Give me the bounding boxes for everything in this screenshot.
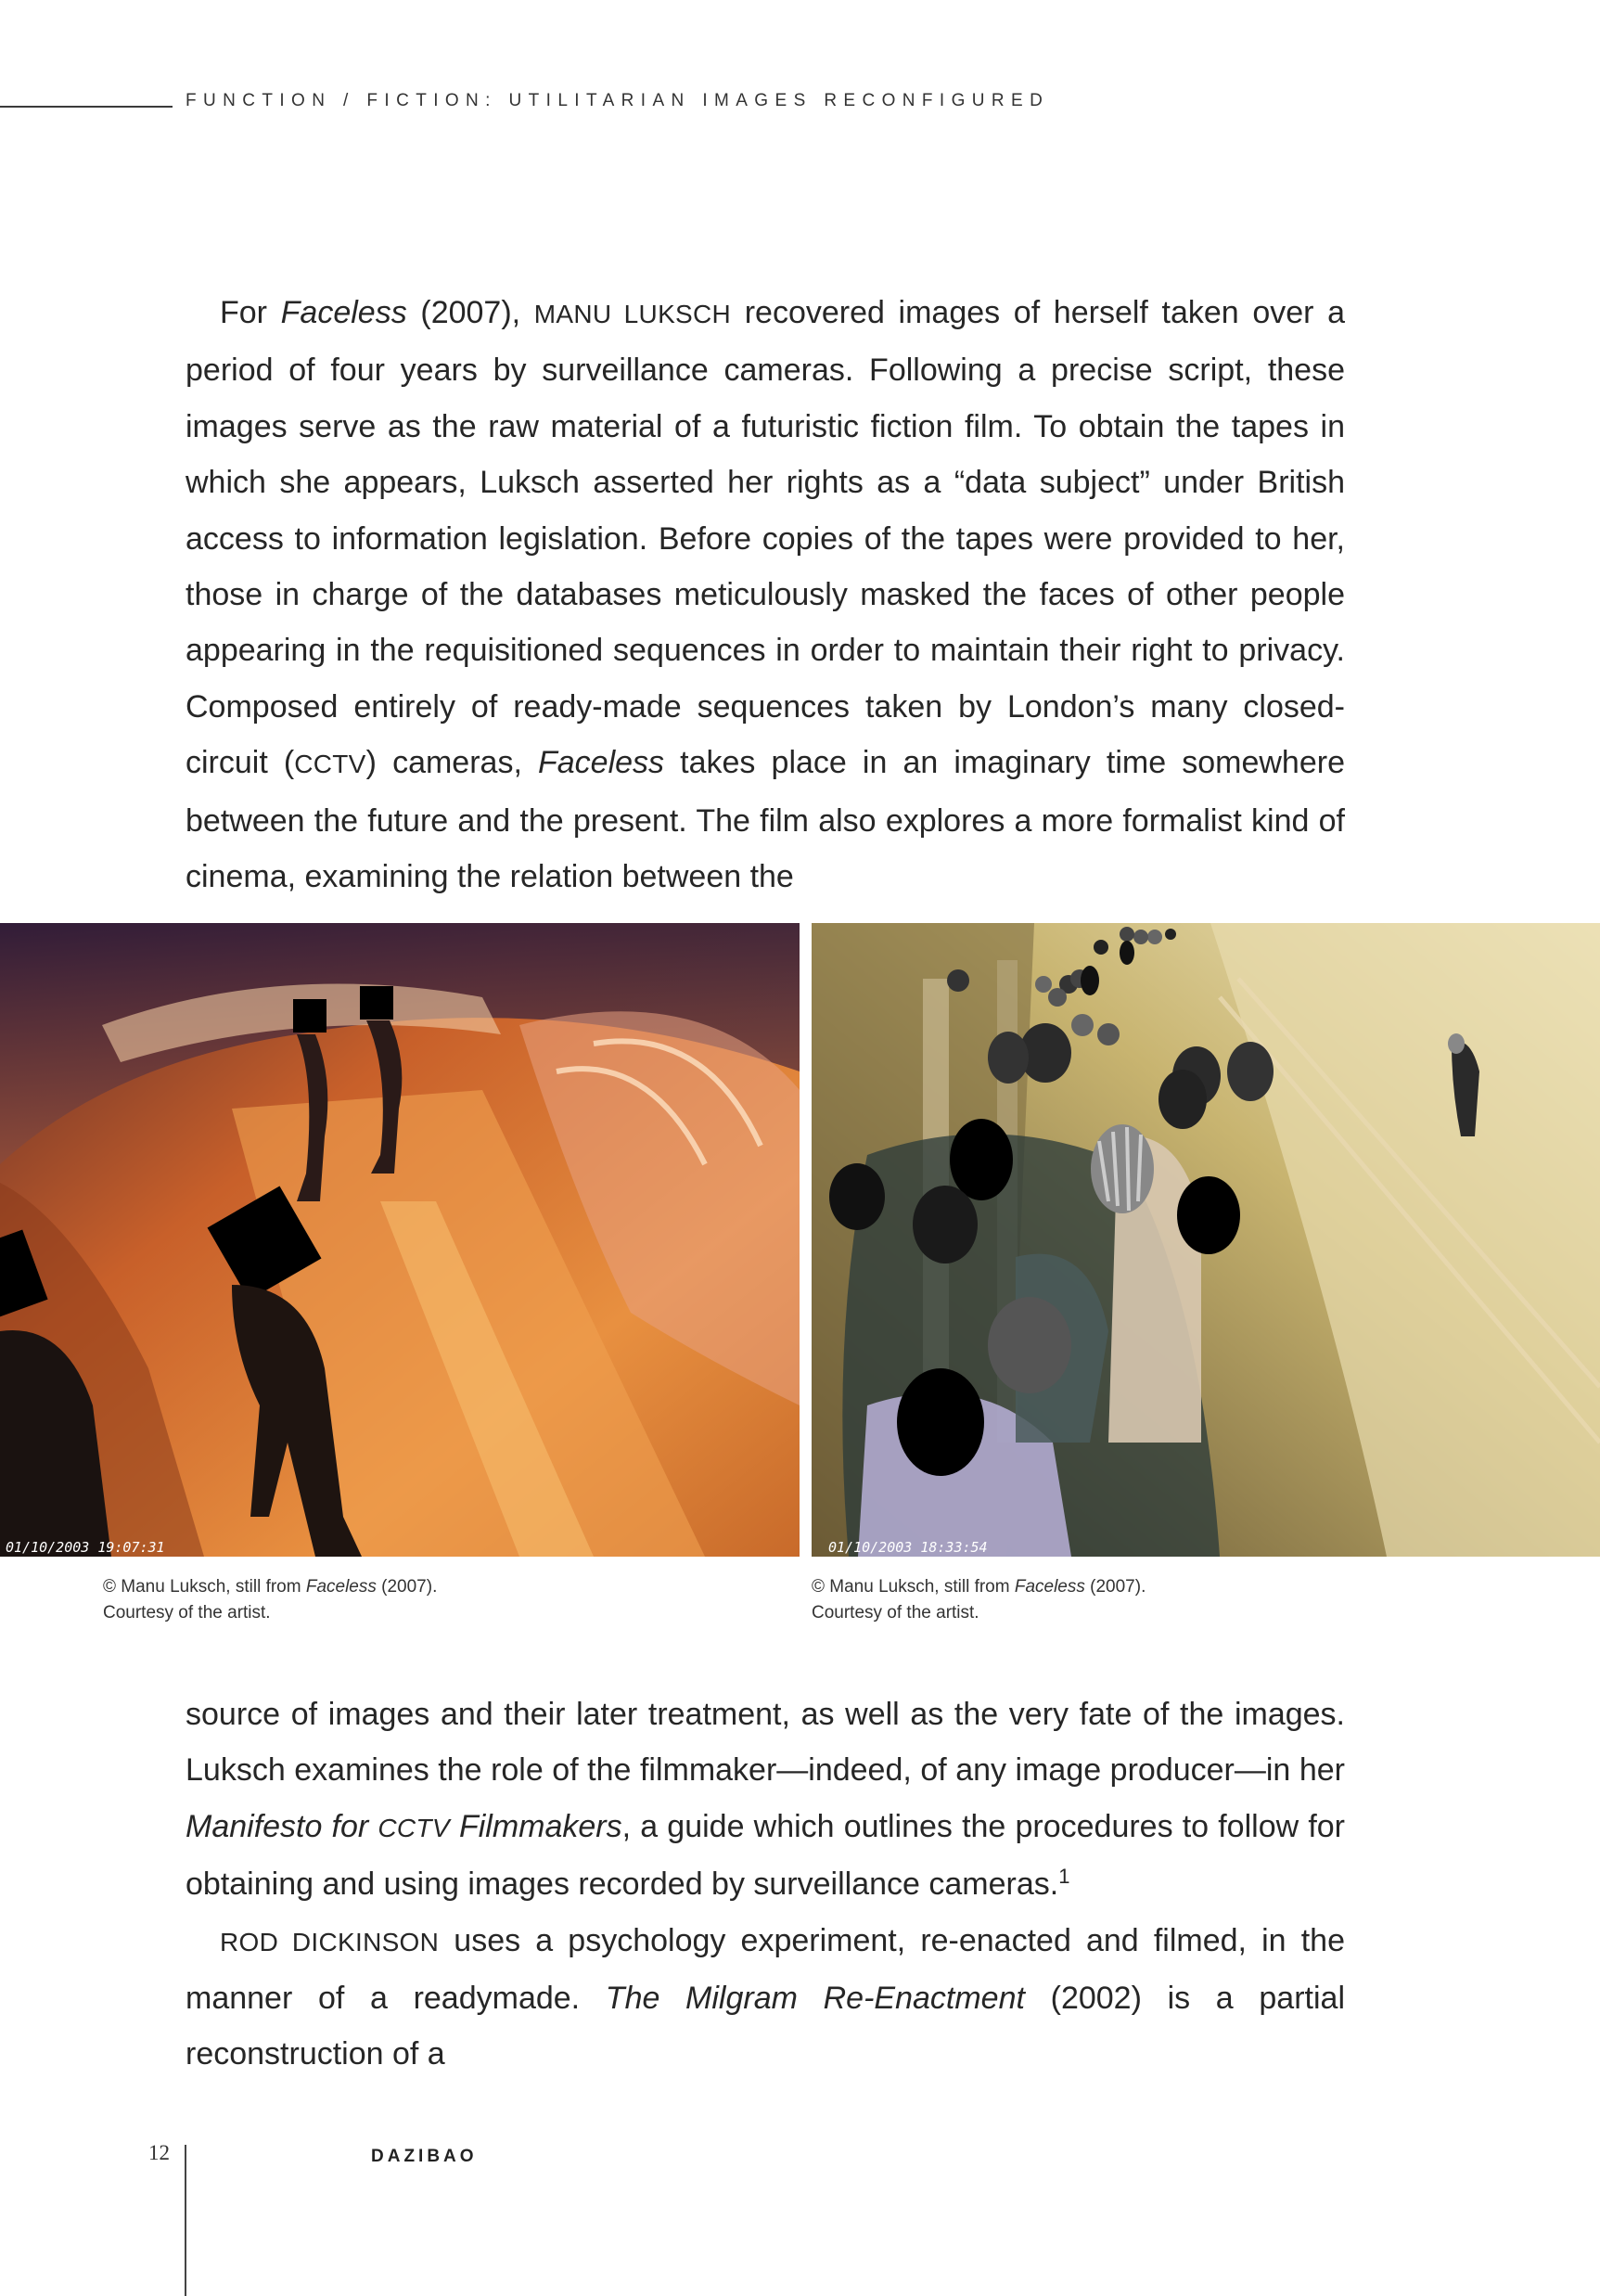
timestamp-right: 01/10/2003 18:33:54 <box>828 1539 988 1556</box>
work-title: Manifesto for CCTV Filmmakers <box>186 1808 622 1844</box>
paragraph-continuation: source of images and their later treatment, as well as the very fate of the images. Luksch examines the role of the filmmaker—indeed, of any image producer—in her Manifesto for CCTV Filmmakers, a guide which outlines the procedures to follow for obtaining and using images recorded by surveillance cameras.$^1$ <box>186 1697 1345 1903</box>
header-rule <box>0 106 173 108</box>
work-title: Faceless <box>538 745 665 781</box>
body-text-top <box>186 285 1345 904</box>
caption-left: © Manu Luksch, still from Faceless (2007). Courtesy of the artist. <box>103 1574 437 1626</box>
photo-faceless-still-left <box>0 923 800 1557</box>
work-title: The Milgram Re-Enactment <box>605 1981 1025 2017</box>
paragraph-faceless: For Faceless (2007), MANU LUKSCH recovered images of herself taken over a period of four years by surveillance cameras. Following a precise script, these images serve as the raw material of a futuristic fiction film. To obtain the tapes in which she appears, Luksch asserted her rights as a “data subject” under British access to information legislation. Before copies of the tapes were provided to her, those in charge of the databases meticulously masked the faces of other people appearing in the requisitioned sequences in order to maintain their right to privacy. Composed entirely of ready-made sequences taken by London’s many closed-circuit (CCTV) cameras, Faceless takes place in an imaginary time somewhere between the future and the present. The film also explores a more formalist kind of cinema, examining the relation between the <box>186 295 1346 895</box>
running-head: FUNCTION / FICTION: UTILITARIAN IMAGES RECONFIGURED <box>186 91 1050 110</box>
caption-credit: Courtesy of the artist. <box>103 1603 271 1623</box>
artist-name: MANU LUKSCH <box>533 300 732 328</box>
surveillance-still-left <box>0 923 800 1557</box>
caption-credit: Courtesy of the artist. <box>812 1603 979 1623</box>
photo-faceless-still-right <box>812 923 1600 1557</box>
body-text-bottom <box>186 1687 1345 2083</box>
page-number: 12 <box>148 2141 170 2164</box>
footer-rule <box>185 2145 186 2296</box>
surveillance-still-right <box>812 923 1600 1557</box>
abbreviation: CCTV <box>294 750 366 779</box>
timestamp-left: 01/10/2003 19:07:31 <box>6 1539 165 1556</box>
footnote-ref[interactable]: 1 <box>1058 1865 1070 1889</box>
paragraph-dickinson: ROD DICKINSON uses a psychology experiment, re-enacted and filmed, in the manner of a readymade. The Milgram Re-Enactment (2002) is a partial reconstruction of a <box>186 1922 1345 2072</box>
caption-title: Faceless <box>1014 1577 1085 1597</box>
journal-name: DAZIBAO <box>371 2147 478 2166</box>
caption-right: © Manu Luksch, still from Faceless (2007). Courtesy of the artist. <box>812 1574 1146 1626</box>
work-title: Faceless <box>280 295 407 330</box>
caption-title: Faceless <box>305 1577 377 1597</box>
artist-name: ROD DICKINSON <box>220 1927 440 1956</box>
